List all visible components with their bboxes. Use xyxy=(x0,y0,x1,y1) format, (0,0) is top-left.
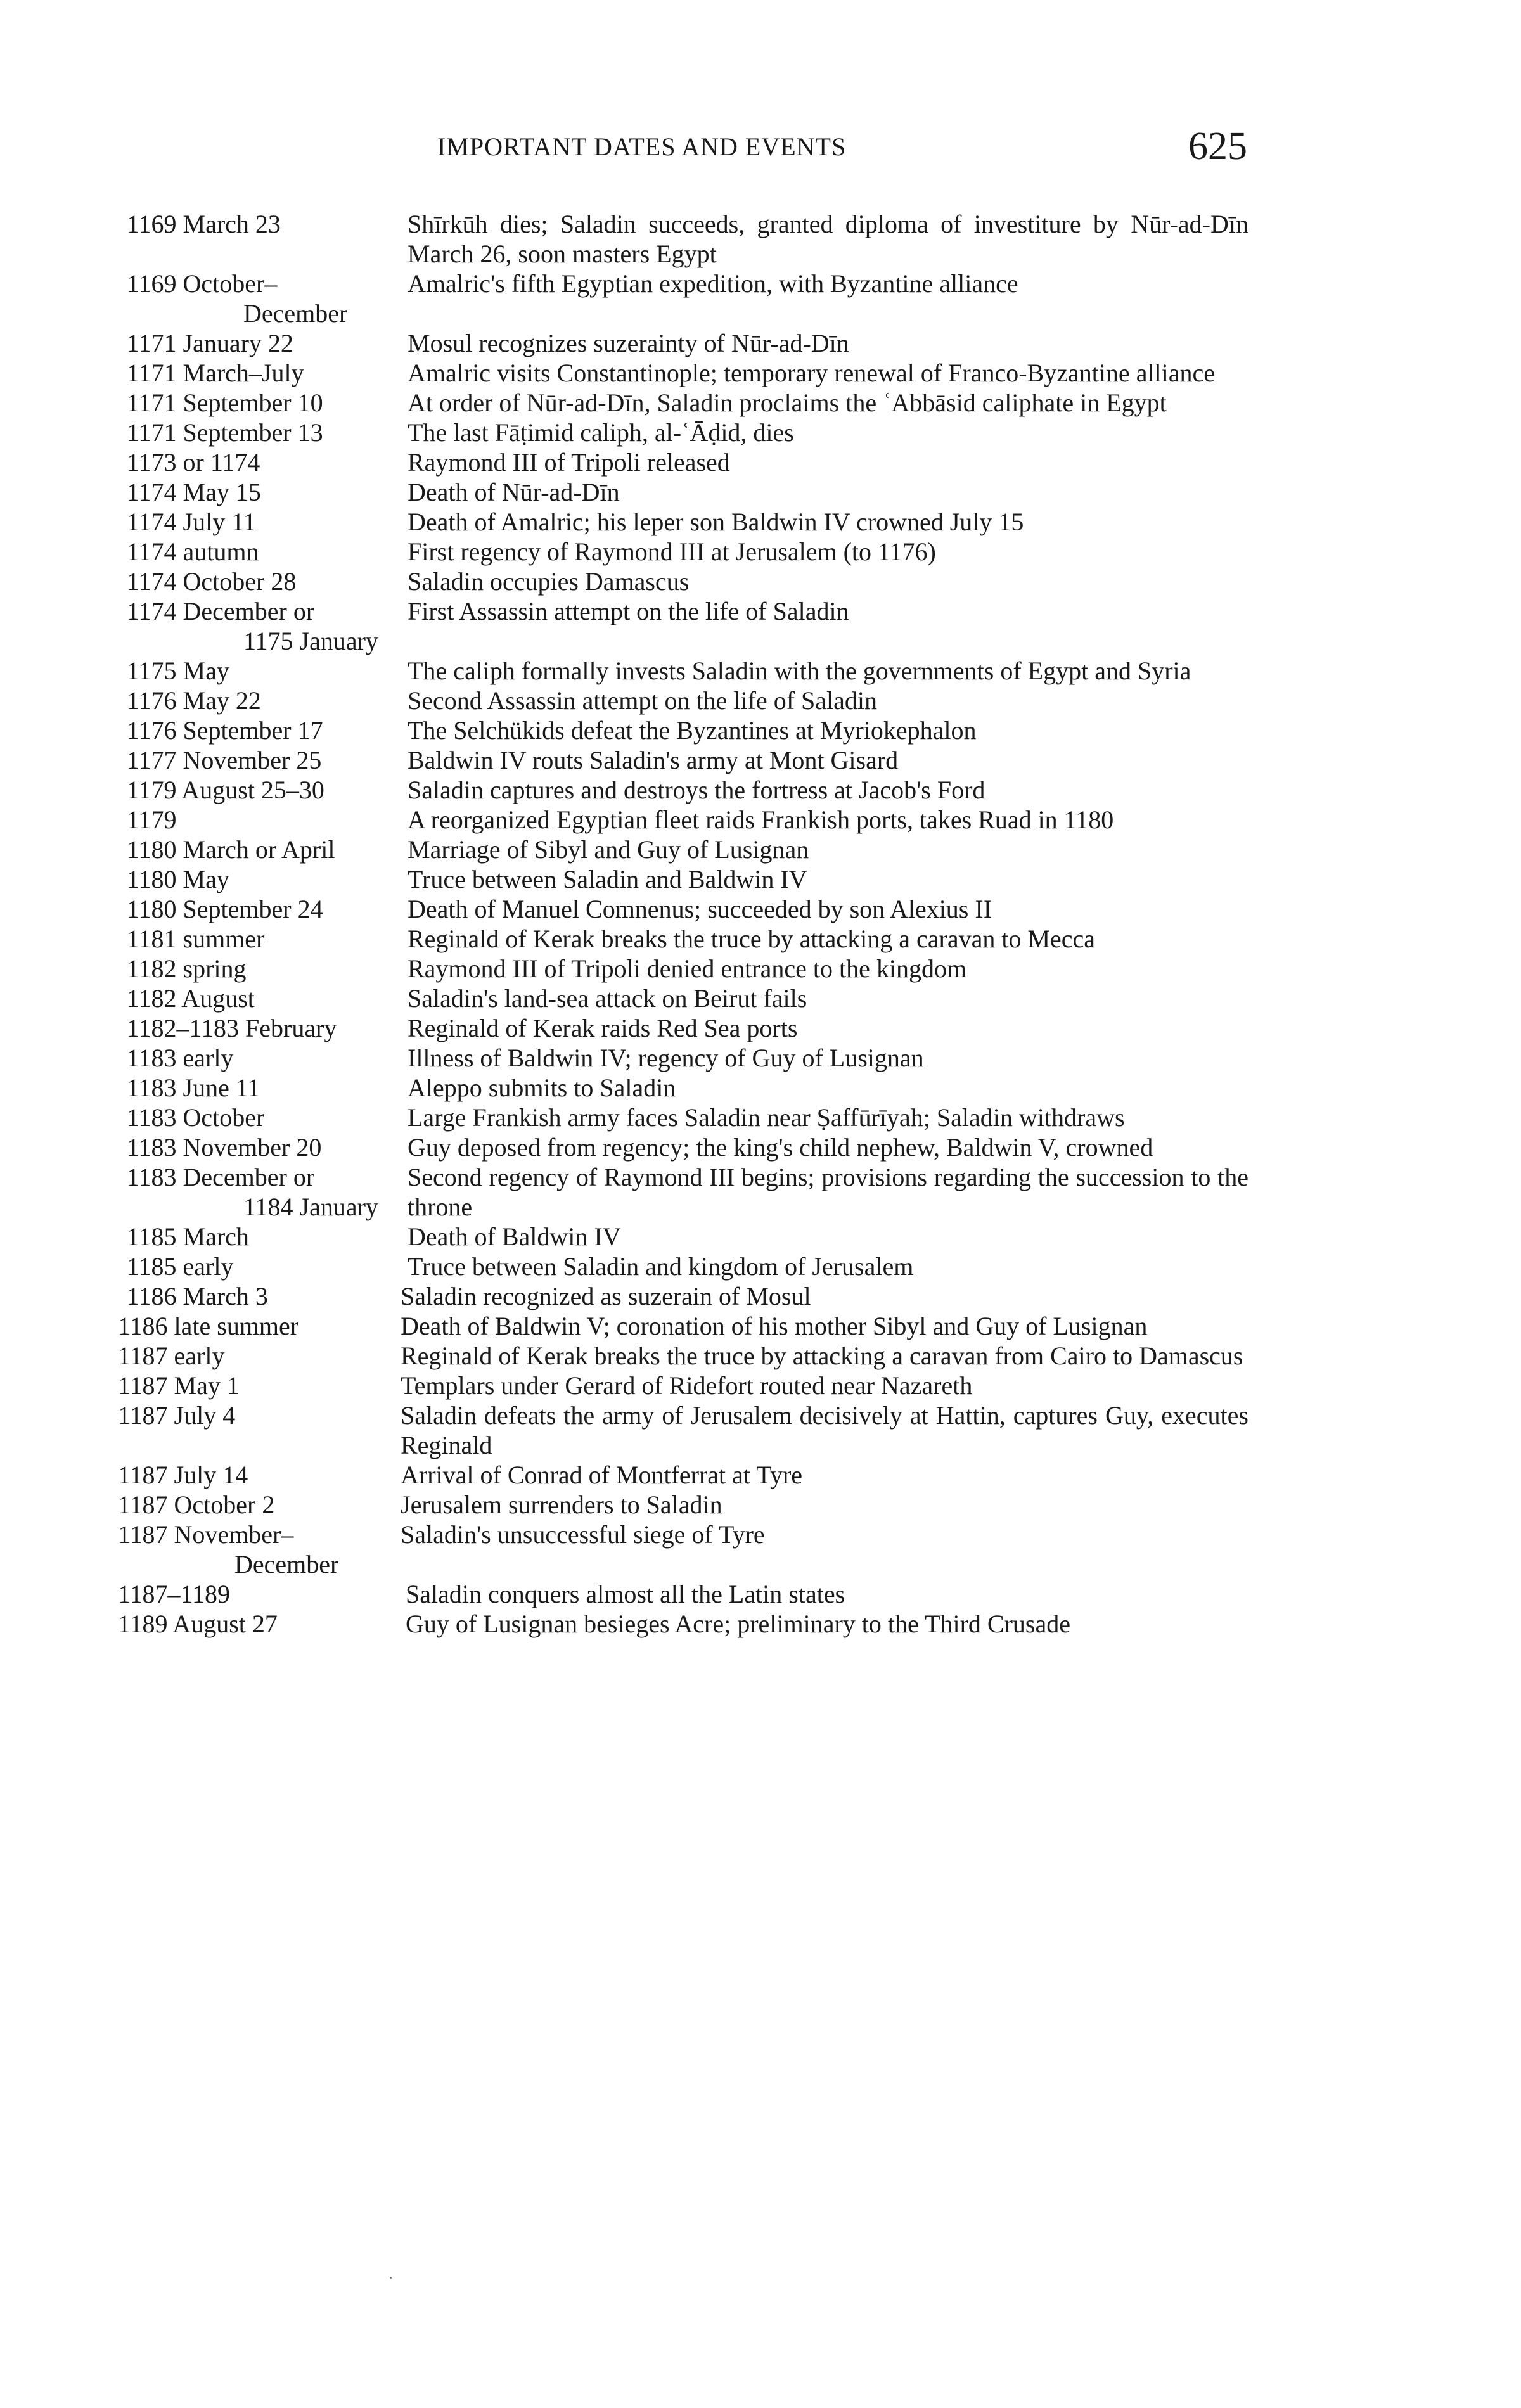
entry-event: Guy of Lusignan besieges Acre; preliminary to the Third Crusade xyxy=(406,1610,1071,1638)
chronology-entry xyxy=(0,596,1521,656)
entry-event: Truce between Saladin and Baldwin IV xyxy=(408,865,807,893)
chronology-entry xyxy=(0,1162,1521,1222)
entry-date: 1183 June 11 xyxy=(127,1073,260,1102)
entry-date: 1183 early xyxy=(127,1044,234,1072)
entry-date: 1187 early xyxy=(118,1342,225,1370)
entry-date: 1171 September 13 xyxy=(127,418,323,447)
chronology-entry xyxy=(0,1371,1521,1400)
chronology-entry xyxy=(0,1609,1521,1639)
entry-event: Guy deposed from regency; the king's child nephew, Baldwin V, crowned xyxy=(408,1133,1153,1162)
entry-date: 1177 November 25 xyxy=(127,746,322,774)
entry-event: Raymond III of Tripoli denied entrance to the kingdom xyxy=(408,954,967,983)
chronology-entry xyxy=(0,1311,1521,1341)
entry-date: 1180 March or April xyxy=(127,835,335,864)
chronology-entry xyxy=(0,1222,1521,1252)
entry-date: 1181 summer xyxy=(127,925,265,953)
entry-event: Baldwin IV routs Saladin's army at Mont Gisard xyxy=(408,746,899,774)
entry-date: 1187 July 14 xyxy=(118,1461,248,1489)
chronology-entry xyxy=(0,1103,1521,1132)
entry-event: Illness of Baldwin IV; regency of Guy of Lusignan xyxy=(408,1044,924,1072)
chronology-entry xyxy=(0,447,1521,477)
entry-date: 1186 late summer xyxy=(118,1312,299,1340)
entry-date: 1187–1189 xyxy=(118,1580,231,1608)
entry-event: First regency of Raymond III at Jerusalem (to 1176) xyxy=(408,537,936,566)
entry-date: 1189 August 27 xyxy=(118,1610,278,1638)
entry-date: 1174 autumn xyxy=(127,537,259,566)
entry-event: Raymond III of Tripoli released xyxy=(408,448,730,477)
chronology-entry xyxy=(0,715,1521,745)
chronology-entry xyxy=(0,805,1521,835)
entry-event: Saladin's land-sea attack on Beirut fails xyxy=(408,984,807,1013)
entry-event: Reginald of Kerak breaks the truce by attacking a caravan to Mecca xyxy=(408,925,1096,953)
chronology-entry xyxy=(0,328,1521,358)
chronology-entry xyxy=(0,388,1521,418)
entry-date: 1182–1183 February xyxy=(127,1014,337,1042)
entry-event: Aleppo submits to Saladin xyxy=(408,1073,676,1102)
entry-date: 1174 December or 1175 January xyxy=(127,597,378,655)
chronology-entry xyxy=(0,1073,1521,1103)
chronology-entry xyxy=(0,209,1521,269)
chronology-entry xyxy=(0,954,1521,983)
chronology-entry xyxy=(0,477,1521,507)
entry-event: Saladin recognized as suzerain of Mosul xyxy=(401,1282,811,1310)
entry-event: Death of Baldwin V; coronation of his mother Sibyl and Guy of Lusignan xyxy=(401,1312,1148,1340)
chronology-entry xyxy=(0,567,1521,596)
entry-event: Saladin captures and destroys the fortress at Jacob's Ford xyxy=(408,776,985,804)
running-head: IMPORTANT DATES AND EVENTS xyxy=(437,132,847,161)
entry-date: 1180 September 24 xyxy=(127,895,323,923)
entry-date: 1174 July 11 xyxy=(127,508,256,536)
entry-event: Death of Nūr-ad-Dīn xyxy=(408,478,620,506)
entry-date: 1187 November– December xyxy=(118,1520,339,1579)
chronology-entry xyxy=(0,1132,1521,1162)
entry-date: 1186 March 3 xyxy=(127,1282,268,1310)
entry-date: 1182 spring xyxy=(127,954,247,983)
chronology-entry xyxy=(0,1281,1521,1311)
entry-event: Templars under Gerard of Ridefort routed near Nazareth xyxy=(401,1371,973,1400)
chronology-entry xyxy=(0,745,1521,775)
entry-event: Mosul recognizes suzerainty of Nūr-ad-Dīn xyxy=(408,329,849,357)
entry-event: Reginald of Kerak breaks the truce by attacking a caravan from Cairo to Damascus xyxy=(401,1342,1243,1370)
chronology-entry xyxy=(0,775,1521,805)
entry-event: Amalric visits Constantinople; temporary renewal of Franco-Byzantine alliance xyxy=(408,359,1216,387)
entry-event: Marriage of Sibyl and Guy of Lusignan xyxy=(408,835,809,864)
entry-event: Saladin conquers almost all the Latin states xyxy=(406,1580,845,1608)
entry-event: The last Fāṭimid caliph, al-ʿĀḍid, dies xyxy=(408,418,794,447)
entry-date: 1183 October xyxy=(127,1103,265,1132)
entry-event: At order of Nūr-ad-Dīn, Saladin proclaims the ʿAbbāsid caliphate in Egypt xyxy=(408,388,1167,417)
chronology-list xyxy=(0,209,1521,1639)
entry-event: Jerusalem surrenders to Saladin xyxy=(401,1490,722,1519)
entry-date: 1171 January 22 xyxy=(127,329,293,357)
chronology-entry xyxy=(0,537,1521,567)
page-number: 625 xyxy=(1188,125,1247,168)
entry-event: Saladin occupies Damascus xyxy=(408,567,690,596)
entry-event: The caliph formally invests Saladin with the governments of Egypt and Syria xyxy=(408,656,1191,685)
entry-date: 1187 May 1 xyxy=(118,1371,240,1400)
entry-event: Large Frankish army faces Saladin near Ṣaffūrīyah; Saladin withdraws xyxy=(408,1103,1125,1132)
entry-date: 1183 December or 1184 January xyxy=(127,1163,378,1221)
entry-event: Second regency of Raymond III begins; provisions regarding the succession to the throne xyxy=(408,1163,1248,1221)
chronology-entry xyxy=(0,1252,1521,1281)
entry-event: Reginald of Kerak raids Red Sea ports xyxy=(408,1014,798,1042)
entry-event: A reorganized Egyptian fleet raids Frankish ports, takes Ruad in 1180 xyxy=(408,805,1114,834)
chronology-entry xyxy=(0,1520,1521,1579)
chronology-entry xyxy=(0,1013,1521,1043)
entry-date: 1175 May xyxy=(127,656,229,685)
entry-date: 1180 May xyxy=(127,865,229,893)
entry-date: 1187 July 4 xyxy=(118,1401,236,1430)
chronology-entry xyxy=(0,1400,1521,1460)
entry-date: 1169 October– December xyxy=(127,269,348,328)
chronology-entry xyxy=(0,1579,1521,1609)
chronology-entry xyxy=(0,358,1521,388)
entry-event: Death of Manuel Comnenus; succeeded by son Alexius II xyxy=(408,895,992,923)
entry-date: 1182 August xyxy=(127,984,255,1013)
entry-date: 1173 or 1174 xyxy=(127,448,260,477)
chronology-entry xyxy=(0,686,1521,715)
entry-event: Shīrkūh dies; Saladin succeeds, granted diploma of investiture by Nūr-ad-Dīn March 26, soon masters Egypt xyxy=(408,210,1248,268)
entry-date: 1176 May 22 xyxy=(127,686,261,715)
entry-event: Arrival of Conrad of Montferrat at Tyre xyxy=(401,1461,803,1489)
chronology-entry xyxy=(0,1490,1521,1520)
entry-date: 1174 October 28 xyxy=(127,567,297,596)
chronology-entry xyxy=(0,864,1521,894)
entry-event: Saladin defeats the army of Jerusalem decisively at Hattin, captures Guy, executes Reginald xyxy=(401,1401,1248,1459)
entry-date: 1179 xyxy=(127,805,177,834)
entry-date: 1171 September 10 xyxy=(127,388,323,417)
scan-speck xyxy=(390,2277,392,2279)
chronology-entry xyxy=(0,924,1521,954)
chronology-entry xyxy=(0,656,1521,686)
entry-event: Death of Baldwin IV xyxy=(408,1222,621,1251)
chronology-entry xyxy=(0,418,1521,447)
entry-date: 1185 March xyxy=(127,1222,249,1251)
entry-date: 1185 early xyxy=(127,1252,234,1281)
entry-event: Second Assassin attempt on the life of Saladin xyxy=(408,686,877,715)
entry-date: 1171 March–July xyxy=(127,359,304,387)
entry-event: Amalric's fifth Egyptian expedition, with Byzantine alliance xyxy=(408,269,1018,298)
entry-date: 1169 March 23 xyxy=(127,210,281,238)
chronology-entry xyxy=(0,269,1521,328)
entry-date: 1187 October 2 xyxy=(118,1490,275,1519)
chronology-entry xyxy=(0,983,1521,1013)
entry-date: 1176 September 17 xyxy=(127,716,323,745)
entry-date: 1174 May 15 xyxy=(127,478,261,506)
entry-event: Saladin's unsuccessful siege of Tyre xyxy=(401,1520,765,1549)
entry-event: Truce between Saladin and kingdom of Jerusalem xyxy=(408,1252,914,1281)
entry-date: 1183 November 20 xyxy=(127,1133,322,1162)
chronology-entry xyxy=(0,1043,1521,1073)
entry-event: Death of Amalric; his leper son Baldwin IV crowned July 15 xyxy=(408,508,1024,536)
chronology-entry xyxy=(0,507,1521,537)
chronology-entry xyxy=(0,894,1521,924)
chronology-entry xyxy=(0,1460,1521,1490)
entry-event: First Assassin attempt on the life of Saladin xyxy=(408,597,849,625)
chronology-entry xyxy=(0,835,1521,864)
chronology-entry xyxy=(0,1341,1521,1371)
entry-event: The Selchükids defeat the Byzantines at Myriokephalon xyxy=(408,716,977,745)
entry-date: 1179 August 25–30 xyxy=(127,776,324,804)
